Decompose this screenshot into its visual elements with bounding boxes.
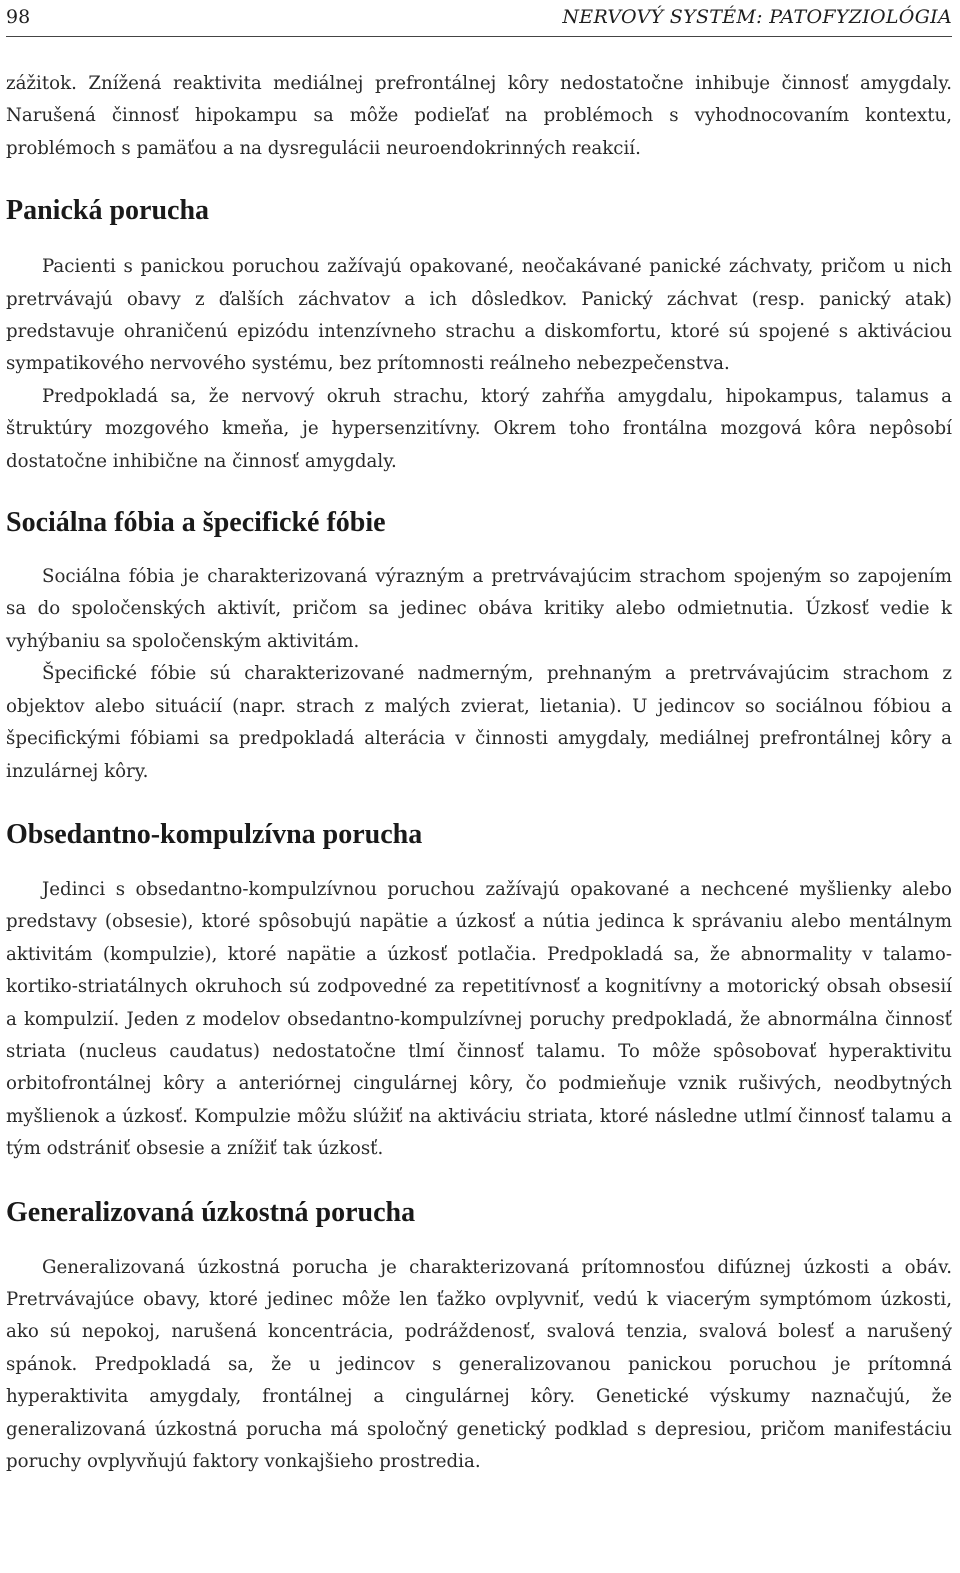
ocd-paragraph-1: Jedinci s obsedantno-kompulzívnou poruchou zažívajú opakované a nechcené myšlienky alebo predstavy (obsesie), ktoré spôsobujú napätie a úzkosť a nútia jedinca k správaniu alebo mentálnym aktivitám (kompulzie), ktoré napätie a úzkosť potlačia. Predpokladá sa, že abnormality v talamo-kortiko-striatálnych okruhoch sú zodpovedné za repetitívnosť a kognitívny a motorický obsah obsesií a kompulzií. Jeden z modelov obsedantno-kompulzívnej poruchy predpokladá, že abnormálna činnosť striata (nucleus caudatus) nedostatočne tlmí činnosť talamu. To môže spôsobovať hyperaktivitu orbitofrontálnej kôry a anteriórnej cingulárnej kôry, čo podmieňuje vznik rušivých, neodbytných myšlienok a úzkosť. Kompulzie môžu slúžiť na aktiváciu striata, ktoré následne utlmí činnosť talamu a tým odstrániť obsesie a znížiť tak úzkosť. xyxy=(6,878,952,1160)
panic-paragraph-1: Pacienti s panickou poruchou zažívajú opakované, neočakávané panické záchvaty, pričom u nich pretrvávajú obavy z ďalších záchvatov a ich dôsledkov. Panický záchvat (resp. panický atak) predstavuje ohraničenú epizódu intenzívneho strachu a diskomfortu, ktoré sú spojené s aktiváciou sympatikového nervového systému, bez prítomnosti reálneho nebezpečenstva. xyxy=(6,256,952,375)
running-header xyxy=(6,2,952,37)
section-heading-gad: Generalizovaná úzkostná porucha xyxy=(6,1196,416,1228)
page-number: 98 xyxy=(6,6,31,28)
panic-paragraph-2: Predpokladá sa, že nervový okruh strachu, ktorý zahŕňa amygdalu, hipokampus, talamus a štruktúry mozgového kmeňa, je hypersenzitívny. Okrem toho frontálna mozgová kôra nepôsobí dostatočne inhibične na činnosť amygdaly. xyxy=(6,385,952,472)
phobia-paragraph-1: Sociálna fóbia je charakterizovaná výrazným a pretrvávajúcim strachom spojeným so zapojením sa do spoločenských aktivít, pričom sa jedinec obáva kritiky alebo odmietnutia. Úzkosť vedie k vyhýbaniu sa spoločenským aktivitám. xyxy=(6,566,952,652)
gad-paragraph-1: Generalizovaná úzkostná porucha je charakterizovaná prítomnosťou difúznej úzkosti a obáv. Pretrvávajúce obavy, ktoré jedinec môže len ťažko ovplyvniť, vedú k viacerým symptómom úzkosti, ako sú nepokoj, narušená koncentrácia, podráždenosť, svalová tenzia, svalová bolesť a narušený spánok. Predpokladá sa, že u jedincov s generalizovanou panickou poruchou je prítomná hyperaktivita amygdaly, frontálnej a cingulárnej kôry. Genetické výskumy naznačujú, že generalizovaná úzkostná porucha má spoločný genetický podklad s depresiou, pričom manifestáciu poruchy ovplyvňujú faktory vonkajšieho prostredia. xyxy=(6,1256,952,1472)
running-title: NERVOVÝ SYSTÉM: PATOFYZIOLÓGIA xyxy=(562,6,952,28)
section-heading-panic-disorder: Panická porucha xyxy=(6,195,210,227)
intro-paragraph: zážitok. Znížená reaktivita mediálnej prefrontálnej kôry nedostatočne inhibuje činnosť amygdaly. Narušená činnosť hipokampu sa môže podieľať na problémoch s vyhodnocovaním kontextu, problémoch s pamäťou a na dysregulácii neuroendokrinných reakcií. xyxy=(6,73,952,159)
page-content xyxy=(6,68,952,1478)
phobia-paragraph-2: Špecifické fóbie sú charakterizované nadmerným, prehnaným a pretrvávajúcim strachom z objektov alebo situácií (napr. strach z malých zvierat, lietania). U jedincov so sociálnou fóbiou a špecifickými fóbiami sa predpokladá alterácia v činnosti amygdaly, mediálnej prefrontálnej kôry a inzulárnej kôry. xyxy=(6,663,952,782)
document-page xyxy=(6,0,952,1573)
section-heading-ocd: Obsedantno-kompulzívna porucha xyxy=(6,818,423,850)
section-heading-social-phobia: Sociálna fóbia a špecifické fóbie xyxy=(6,507,386,539)
